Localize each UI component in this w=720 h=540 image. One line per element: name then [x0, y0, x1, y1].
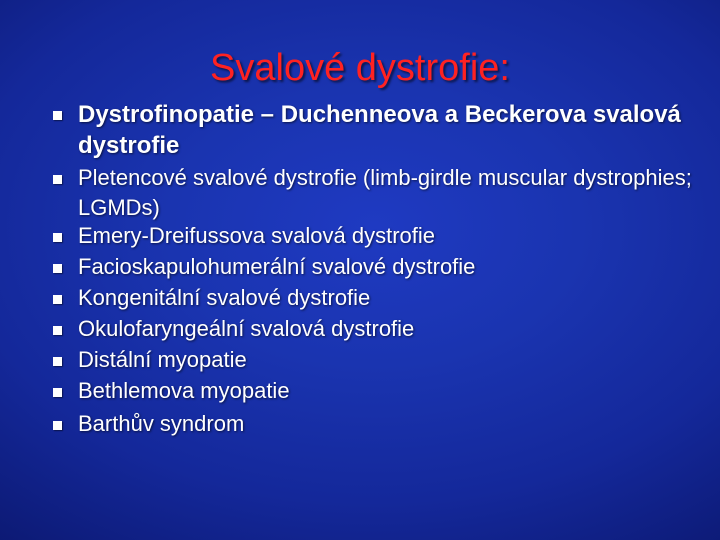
list-item-label: Bethlemova myopatie: [78, 378, 290, 403]
list-item-label: Dystrofinopatie – Duchenneova a Beckerova svalová dystrofie: [78, 101, 681, 159]
list-item-label: Barthův syndrom: [78, 411, 245, 436]
square-bullet-icon: [53, 421, 62, 430]
square-bullet-icon: [53, 388, 62, 397]
list-item-label: Pletencové svalové dystrofie (limb-girdle muscular dystrophies; LGMDs): [78, 165, 692, 220]
square-bullet-icon: [53, 264, 62, 273]
square-bullet-icon: [53, 111, 62, 120]
square-bullet-icon: [53, 326, 62, 335]
slide-title: Svalové dystrofie:: [210, 47, 510, 89]
square-bullet-icon: [53, 295, 62, 304]
list-item-label: Distální myopatie: [78, 347, 247, 372]
list-item-label: Kongenitální svalové dystrofie: [78, 285, 371, 310]
square-bullet-icon: [53, 233, 62, 242]
list-item-label: Emery-Dreifussova svalová dystrofie: [78, 223, 436, 248]
square-bullet-icon: [53, 357, 62, 366]
list-item-label: Facioskapulohumerální svalové dystrofie: [78, 254, 476, 279]
list-item-label: Okulofaryngeální svalová dystrofie: [78, 316, 415, 341]
square-bullet-icon: [53, 175, 62, 184]
